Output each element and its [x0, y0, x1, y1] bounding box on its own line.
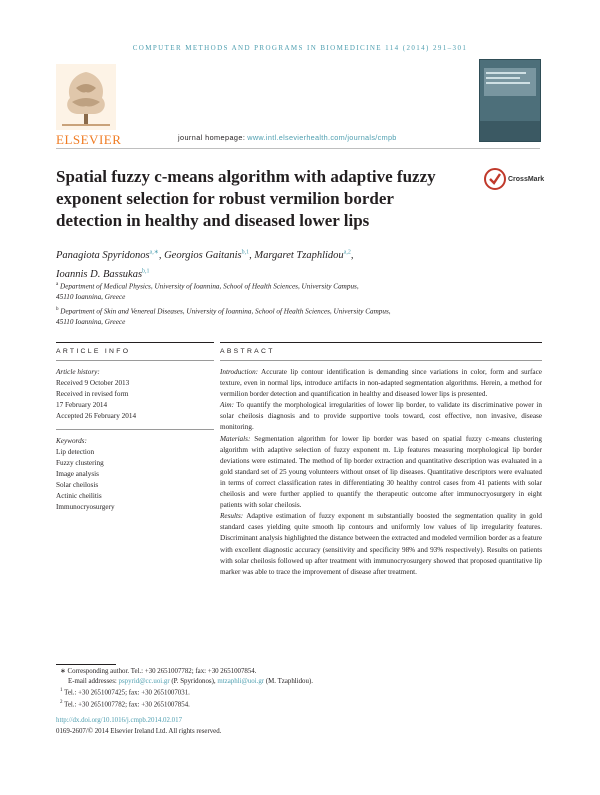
footnote-2: $^2$ Tel.: +30 2651007782; fax: +30 2651007854. — [60, 699, 190, 709]
journal-homepage — [178, 133, 397, 142]
publisher-name: ELSEVIER — [56, 132, 122, 147]
corresponding-author-note: ∗ Corresponding author. Tel.: +30 2651007782; fax: +30 2651007854. — [60, 668, 257, 675]
article-title: Spatial fuzzy c-means algorithm with adaptive fuzzy exponent selection for robust vermilion border detection in healthy and diseased lower lips — [56, 167, 436, 230]
journal-cover-image — [479, 59, 541, 142]
abstract-heading: ABSTRACT — [220, 348, 275, 355]
crossmark-label: CrossMark — [508, 176, 545, 183]
journal-homepage-link[interactable]: www.intl.elsevierhealth.com/journals/cmpb — [247, 133, 397, 142]
article-history-label: Article history: — [56, 368, 100, 376]
keyword: Immunocryosurgery — [56, 503, 115, 511]
abstract-materials: Materials: Segmentation algorithm for lower lip border was based on spatial fuzzy c-means clustering algorithm with adaptive selection of fuzzy exponent m. Lip features measuring morphological lip border deviations were estimated. The method of lip border extraction and quantitative description was evaluated in a gold standard set of 25 young volunteers without onset of lip diseases. Quantitative descriptors were evaluated in terms of correct classification rates in differentiating 30 healthy control cases from 41 patients with solar cheilosis and were further applied to quantify the therapeutic outcome after immunocryosurgery in eight patients with solar cheilosis. — [220, 434, 542, 510]
running-head: COMPUTER METHODS AND PROGRAMS IN BIOMEDICINE 114 (2014) 291–301 — [132, 44, 468, 52]
keyword: Fuzzy clustering — [56, 459, 104, 467]
email-link[interactable]: mtzaphli@uoi.gr — [217, 677, 265, 685]
keywords — [56, 436, 216, 513]
footnotes — [60, 667, 540, 710]
footnote-rule — [56, 664, 116, 665]
keywords-label: Keywords: — [56, 437, 87, 445]
keyword: Lip detection — [56, 448, 95, 456]
email-link[interactable]: pspyrid@cc.uoi.gr — [118, 677, 170, 685]
abstract-rule — [220, 342, 542, 343]
abstract-body — [220, 367, 542, 578]
article-info-subrule — [56, 360, 214, 361]
history-entry: Accepted 26 February 2014 — [56, 412, 137, 420]
history-entry: 17 February 2014 — [56, 401, 108, 409]
journal-homepage-label: journal homepage: — [178, 133, 246, 142]
history-entry: Received in revised form — [56, 390, 129, 398]
author: Margaret Tzaphlidou$^{a,2}$, — [254, 249, 354, 261]
affiliation-b: $^b$ Department of Skin and Venereal Diseases, University of Ioannina, School of Health Sciences, University Campus, 45110 Ioannina, Greece — [56, 307, 391, 326]
doi-link[interactable]: http://dx.doi.org/10.1016/j.cmpb.2014.02.017 — [56, 717, 183, 724]
footnote-1: $^1$ Tel.: +30 2651007425; fax: +30 2651007031. — [60, 688, 190, 697]
header-divider — [56, 148, 540, 149]
article-info-heading: ARTICLE INFO — [56, 348, 131, 355]
author: Panagiota Spyridonos$^{a,∗}$, — [56, 249, 165, 261]
abstract-subrule — [220, 360, 542, 361]
article-history — [56, 367, 216, 422]
copyright: 0169-2607/© 2014 Elsevier Ireland Ltd. All rights reserved. — [56, 728, 222, 735]
keyword: Image analysis — [56, 470, 99, 478]
affiliation-a: $^a$ Department of Medical Physics, University of Ioannina, School of Health Sciences, University Campus, 45110 Ioannina, Greece — [56, 282, 359, 301]
author-list — [56, 244, 496, 283]
keyword: Solar cheilosis — [56, 481, 99, 489]
history-rule — [56, 429, 214, 430]
author: Ioannis D. Bassukas$^{b,1}$ — [56, 268, 150, 280]
abstract-results: Results: Adaptive estimation of fuzzy exponent m substantially boosted the segmentation quality in gold standard cases yielding quite smooth lip contours and uniformly low values of lip irregularity features. Discriminant analysis highlighted the distance between the extracted and modeled vermilion border as a feature with excellent diagnostic accuracy (sensitivity and specificity 98% and 93% respectively). Results on patients with solar cheilosis followed up after treatment with immunocryosurgery showed that proposed quantitative lip marker was able to trace the improvement of disease after treatment. — [220, 512, 542, 576]
history-entry: Received 9 October 2013 — [56, 379, 130, 387]
author: Georgios Gaitanis$^{b,1}$, — [164, 249, 255, 261]
keyword: Actinic cheilitis — [56, 492, 102, 500]
abstract-introduction: Introduction: Accurate lip contour identification is demanding since variations in color, form and surface texture, even in normal lips, introduce artifacts in non-adapted segmentation algorithms. Herein, a method for vermilion border detection and quantification in healthy and diseased lower lips is presented. — [220, 368, 542, 399]
email-addresses: E-mail addresses: pspyrid@cc.uoi.gr (P. Spyridonos), mtzaphli@uoi.gr (M. Tzaphlidou). — [68, 677, 313, 685]
abstract-aim: Aim: To quantify the morphological irregularities of lower lip border, to validate its discriminative power in solar cheilosis diagnosis and to provide supportive tools toward, cost effective, non invasive, disease monitoring. — [220, 401, 542, 432]
article-info-rule — [56, 342, 214, 343]
